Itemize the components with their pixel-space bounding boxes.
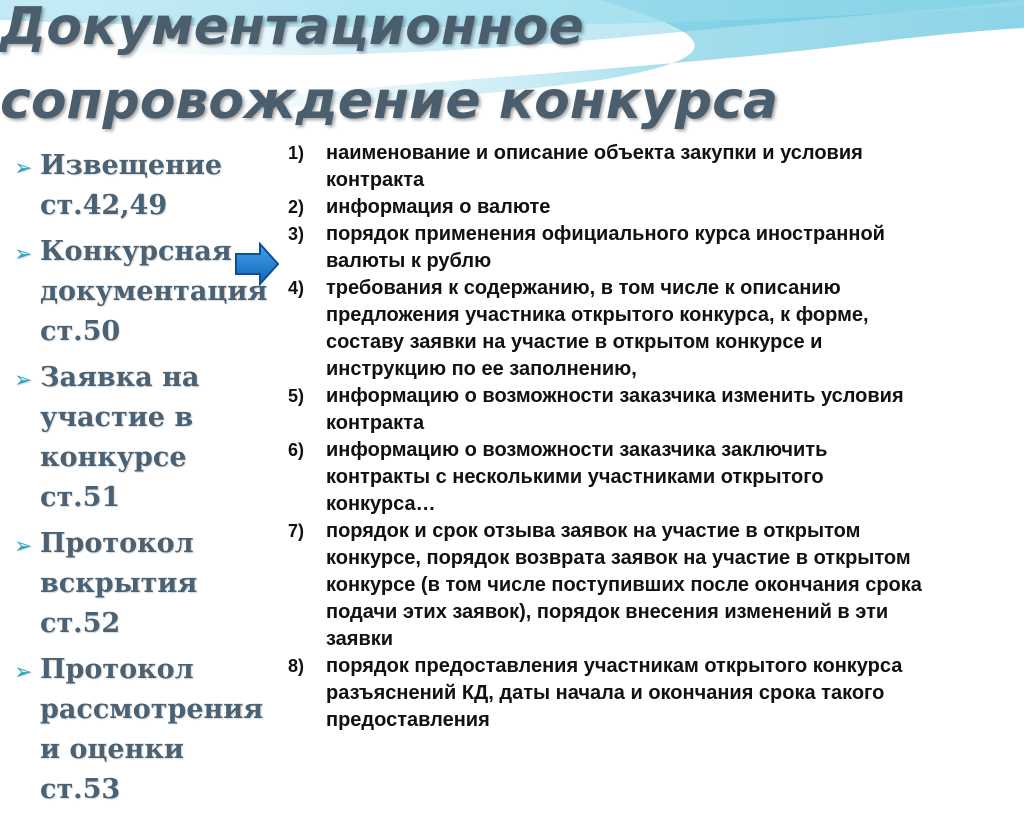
item-text-line: контракты с несколькими участниками открытого	[326, 466, 824, 488]
item-number: 4)	[288, 278, 305, 298]
item-number: 7)	[288, 521, 305, 541]
left-list-item	[14, 358, 264, 518]
left-list-item-line: Протокол	[40, 654, 194, 685]
item-text-line: подачи этих заявок), порядок внесения изменений в эти	[326, 601, 889, 623]
item-text-line: заявки	[326, 628, 394, 650]
item-text-line: информацию о возможности заказчика заключить	[326, 439, 828, 461]
left-list-item-line: Протокол	[40, 528, 194, 559]
numbered-list-item	[288, 275, 1016, 383]
item-text-line: контракта	[326, 169, 425, 191]
left-list-item-line: и оценки ст.53	[40, 734, 184, 805]
left-list-item-line: документация	[40, 276, 268, 307]
left-list-item-line: Конкурсная	[40, 236, 232, 267]
item-text-line: валюты к рублю	[326, 250, 492, 272]
left-list-item-line: ст.50	[40, 316, 121, 347]
item-text-line: конкурсе (в том числе поступивших после окончания срока	[326, 574, 922, 596]
item-text-line: наименование и описание объекта закупки и условия	[326, 142, 863, 164]
numbered-list-item	[288, 140, 1016, 194]
slide-title-line: сопровождение конкурса	[0, 71, 779, 131]
item-text-line: информация о валюте	[326, 196, 551, 218]
item-number: 5)	[288, 386, 305, 406]
arrow-bullet-icon: ➢	[14, 368, 33, 393]
left-list-item	[14, 650, 264, 810]
documentation-contents-list	[288, 140, 1016, 734]
numbered-list-item	[288, 518, 1016, 653]
numbered-list-item	[288, 194, 1016, 221]
item-number: 6)	[288, 440, 305, 460]
right-arrow-icon	[234, 242, 280, 286]
left-list-item-line: конкурсе ст.51	[40, 442, 187, 513]
item-number: 1)	[288, 143, 305, 163]
item-number: 8)	[288, 656, 305, 676]
arrow-bullet-icon: ➢	[14, 660, 33, 685]
item-text-line: контракта	[326, 412, 425, 434]
numbered-list-item	[288, 437, 1016, 518]
left-list-item-line: участие в	[40, 402, 194, 433]
item-text-line: предоставления	[326, 709, 490, 731]
arrow-bullet-icon: ➢	[14, 242, 33, 267]
item-text-line: порядок и срок отзыва заявок на участие в открытом	[326, 520, 861, 542]
item-text-line: порядок применения официального курса иностранной	[326, 223, 885, 245]
item-number: 2)	[288, 197, 305, 217]
left-list-item-line: вскрытия	[40, 568, 198, 599]
item-text-line: разъяснений КД, даты начала и окончания срока такого	[326, 682, 885, 704]
arrow-bullet-icon: ➢	[14, 156, 33, 181]
numbered-list-item	[288, 221, 1016, 275]
left-list-item-line: ст.42,49	[40, 190, 168, 221]
left-list-item	[14, 232, 268, 352]
item-text-line: информацию о возможности заказчика изменить условия	[326, 385, 904, 407]
left-list-item-line: ст.52	[40, 608, 121, 639]
numbered-list-item	[288, 653, 1016, 734]
arrow-bullet-icon: ➢	[14, 534, 33, 559]
item-text-line: составу заявки на участие в открытом конкурсе и	[326, 331, 823, 353]
numbered-list-item	[288, 383, 1016, 437]
left-list-item-line: рассмотрения	[40, 694, 264, 725]
item-number: 3)	[288, 224, 305, 244]
slide-title-line: Документационное	[0, 0, 584, 57]
item-text-line: инструкцию по ее заполнению,	[326, 358, 637, 380]
left-list-item	[14, 524, 264, 644]
left-document-list	[14, 146, 268, 816]
item-text-line: требования к содержанию, в том числе к описанию	[326, 277, 841, 299]
left-list-item-line: Заявка на	[40, 362, 200, 393]
item-text-line: предложения участника открытого конкурса, к форме,	[326, 304, 869, 326]
item-text-line: конкурсе, порядок возврата заявок на участие в открытом	[326, 547, 911, 569]
item-text-line: порядок предоставления участникам открытого конкурса	[326, 655, 903, 677]
item-text-line: конкурса…	[326, 493, 436, 515]
slide-title	[0, 0, 1024, 138]
left-list-item	[14, 146, 264, 226]
left-list-item-line: Извещение	[40, 150, 223, 181]
